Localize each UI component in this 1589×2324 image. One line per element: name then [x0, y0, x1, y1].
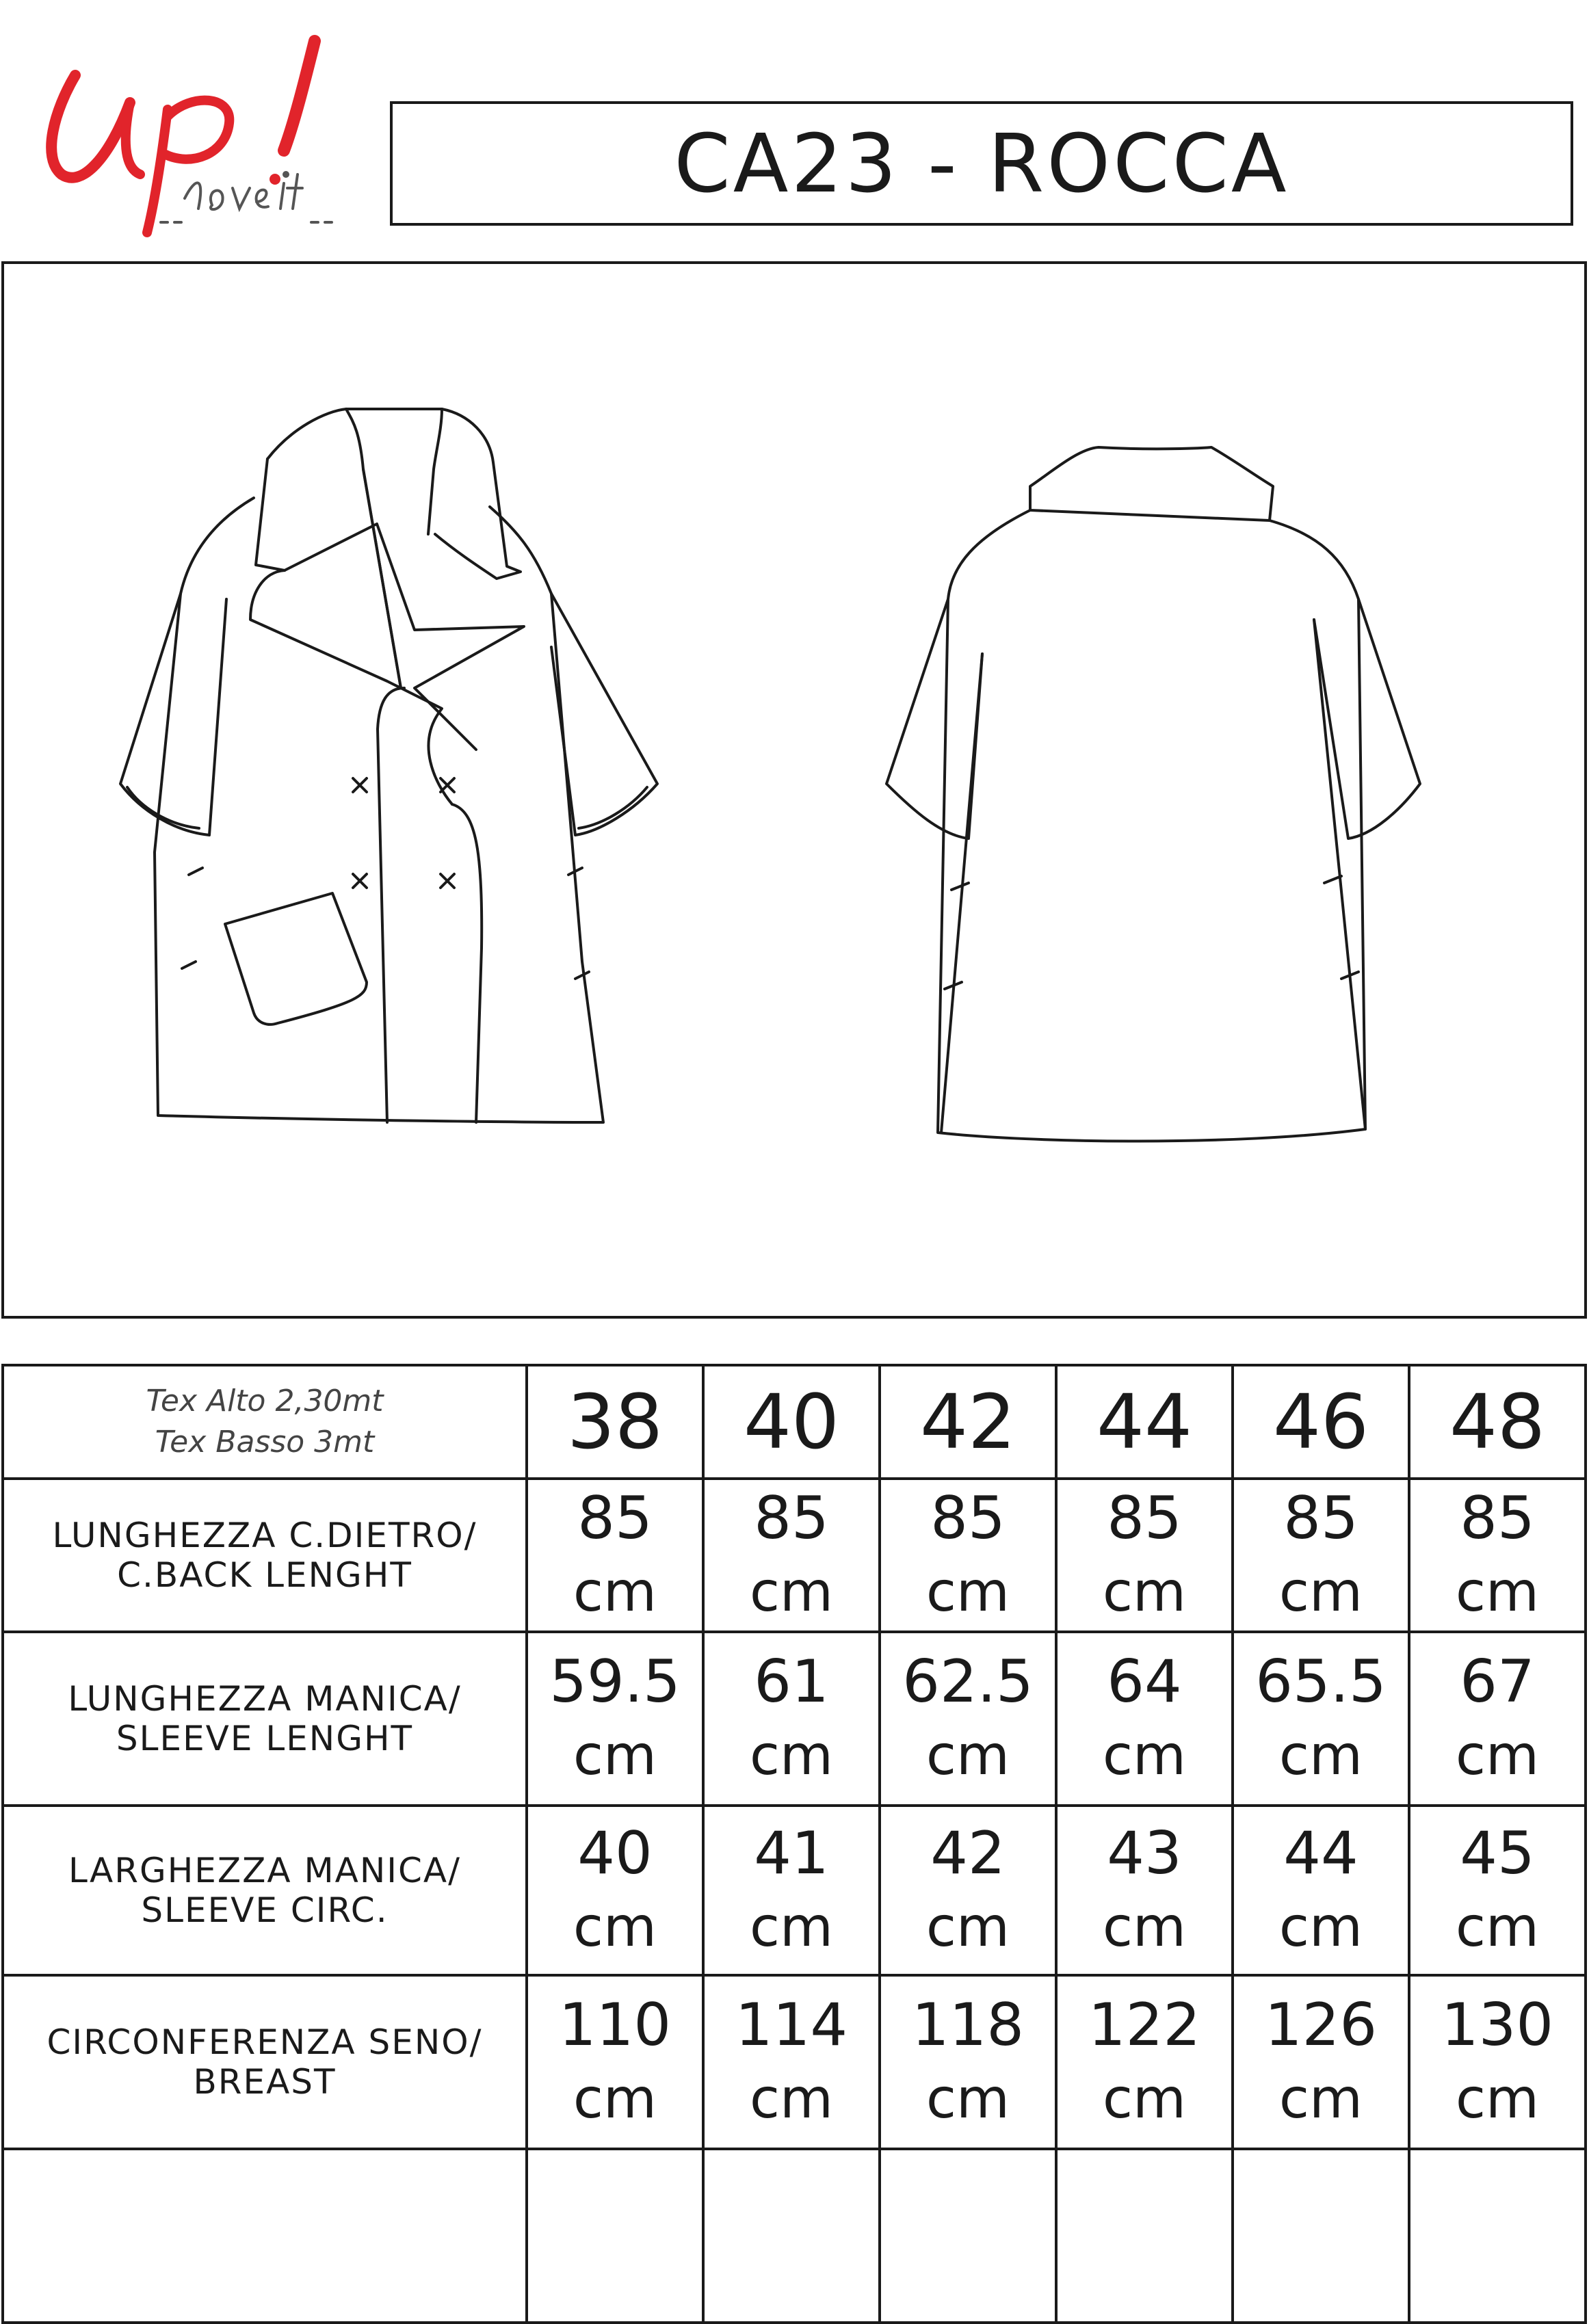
- table-header-row: [3, 1365, 1586, 1479]
- table-cell: 42 cm: [880, 1806, 1056, 1975]
- table-cell: 64 cm: [1056, 1632, 1233, 1806]
- empty-table-row: [3, 2149, 1586, 2323]
- table-cell: 62.5 cm: [880, 1632, 1056, 1806]
- row-label: LUNGHEZZA C.DIETRO/ C.BACK LENGHT: [3, 1479, 527, 1632]
- table-cell: 61 cm: [703, 1632, 880, 1806]
- table-cell: 85 cm: [527, 1479, 703, 1632]
- fabric-low-label: Tex Basso 3mt: [155, 1425, 375, 1460]
- table-cell: 59.5 cm: [527, 1632, 703, 1806]
- table-cell: 41 cm: [703, 1806, 880, 1975]
- table-cell: 130 cm: [1409, 1975, 1586, 2149]
- empty-cell: [1409, 2149, 1586, 2323]
- table-cell: 85 cm: [1056, 1479, 1233, 1632]
- empty-cell: [1233, 2149, 1409, 2323]
- page-title: CA23 - ROCCA: [674, 116, 1289, 211]
- empty-cell: [3, 2149, 527, 2323]
- fabric-info-cell: [3, 1365, 527, 1479]
- row-label: LARGHEZZA MANICA/ SLEEVE CIRC.: [3, 1806, 527, 1975]
- size-header: 42: [880, 1365, 1056, 1479]
- table-row: [3, 1479, 1586, 1632]
- empty-cell: [1056, 2149, 1233, 2323]
- table-cell: 44 cm: [1233, 1806, 1409, 1975]
- front-view-sketch: [120, 409, 657, 1122]
- row-label: LUNGHEZZA MANICA/ SLEEVE LENGHT: [3, 1632, 527, 1806]
- table-cell: 85 cm: [880, 1479, 1056, 1632]
- size-header: 46: [1233, 1365, 1409, 1479]
- fabric-high-label: Tex Alto 2,30mt: [146, 1384, 384, 1418]
- size-chart-table: [1, 1364, 1587, 2324]
- technical-drawing-panel: [1, 261, 1587, 1319]
- empty-cell: [703, 2149, 880, 2323]
- table-cell: 65.5 cm: [1233, 1632, 1409, 1806]
- table-cell: 118 cm: [880, 1975, 1056, 2149]
- table-cell: 85 cm: [703, 1479, 880, 1632]
- empty-cell: [880, 2149, 1056, 2323]
- table-row: [3, 1806, 1586, 1975]
- size-header: 40: [703, 1365, 880, 1479]
- table-cell: 43 cm: [1056, 1806, 1233, 1975]
- empty-cell: [527, 2149, 703, 2323]
- row-label: CIRCONFERENZA SENO/ BREAST: [3, 1975, 527, 2149]
- table-cell: 126 cm: [1233, 1975, 1409, 2149]
- table-cell: 85 cm: [1409, 1479, 1586, 1632]
- table-cell: 114 cm: [703, 1975, 880, 2149]
- table-cell: 67 cm: [1409, 1632, 1586, 1806]
- table-cell: 122 cm: [1056, 1975, 1233, 2149]
- table-row: [3, 1975, 1586, 2149]
- table-row: [3, 1632, 1586, 1806]
- table-cell: 85 cm: [1233, 1479, 1409, 1632]
- back-view-sketch: [887, 447, 1420, 1141]
- size-header: 48: [1409, 1365, 1586, 1479]
- garment-sketch: [4, 264, 1589, 1321]
- table-cell: 110 cm: [527, 1975, 703, 2149]
- size-header: 38: [527, 1365, 703, 1479]
- brand-logo: [27, 27, 342, 239]
- table-cell: 40 cm: [527, 1806, 703, 1975]
- table-cell: 45 cm: [1409, 1806, 1586, 1975]
- title-box: [390, 101, 1573, 226]
- size-header: 44: [1056, 1365, 1233, 1479]
